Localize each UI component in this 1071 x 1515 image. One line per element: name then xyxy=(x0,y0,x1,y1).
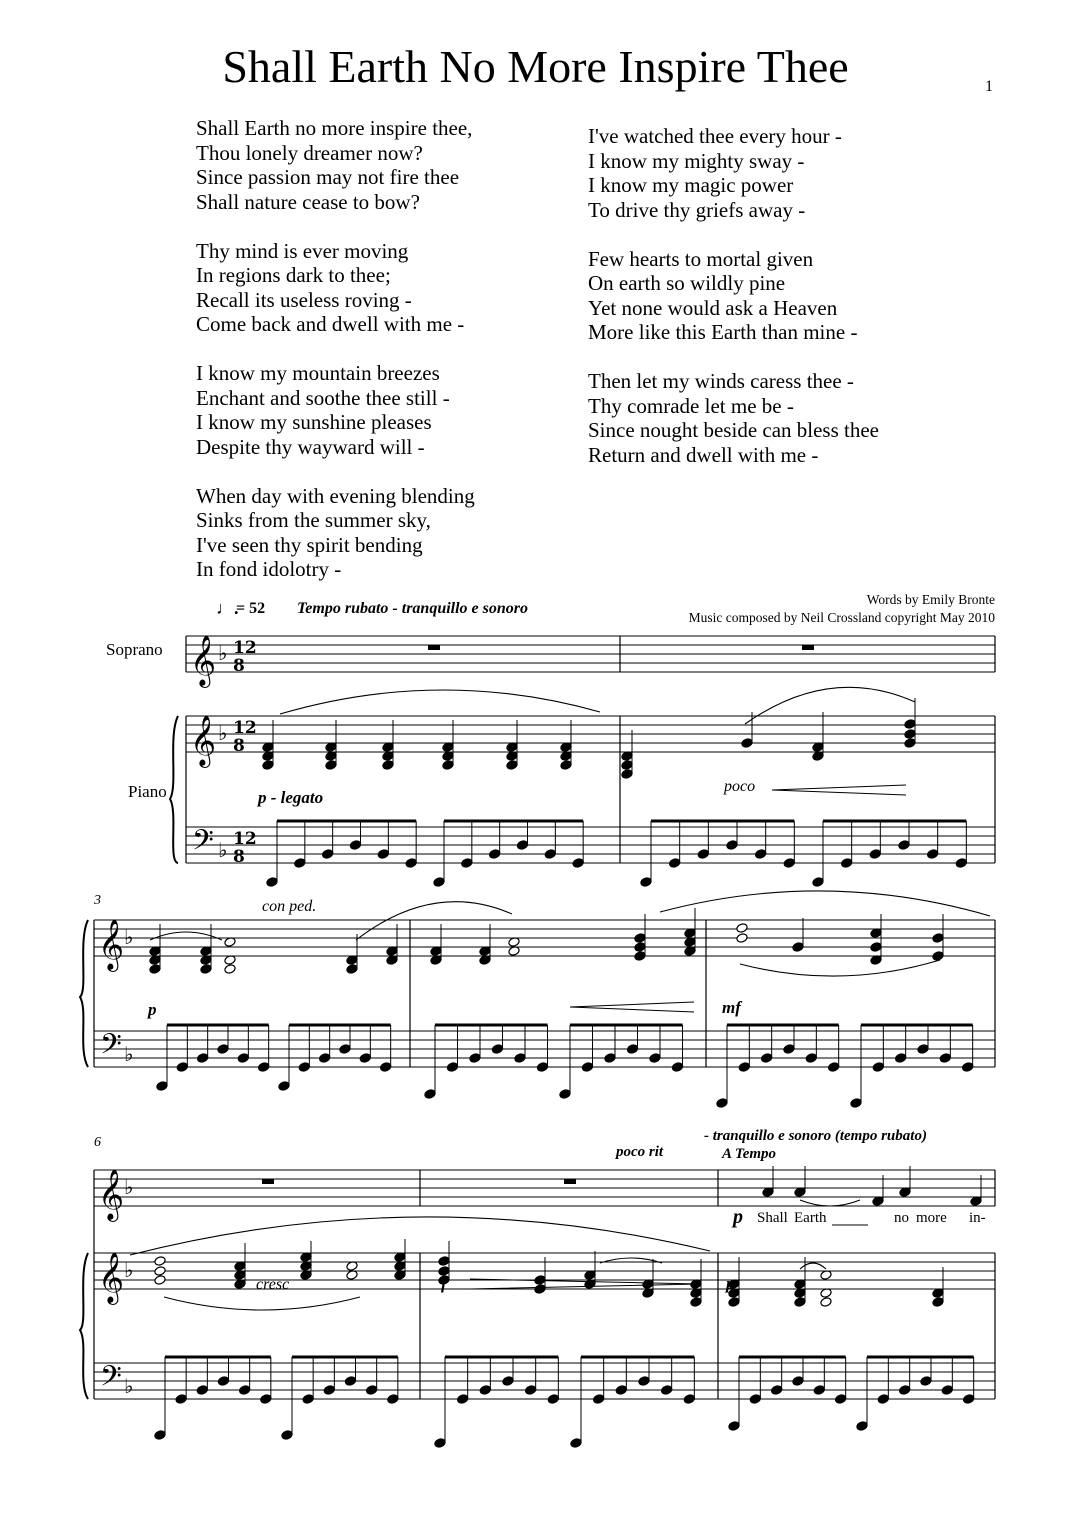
note-head xyxy=(196,1385,208,1396)
note-head xyxy=(869,849,881,860)
note-head xyxy=(325,760,337,771)
voice-dynamic-p: p xyxy=(733,1206,743,1228)
slur xyxy=(740,960,940,976)
note-head xyxy=(834,1394,846,1405)
dotted-quarter-note-icon: ♩. xyxy=(216,598,239,618)
note-head xyxy=(469,1053,481,1064)
note-head xyxy=(621,769,633,780)
flat-icon: ♭ xyxy=(218,641,228,665)
note-head xyxy=(749,1394,761,1405)
note-head xyxy=(516,840,528,851)
half-note-head xyxy=(736,933,748,944)
poem-line: Recall its useless roving - xyxy=(196,287,412,312)
note-head xyxy=(690,1297,702,1308)
slur xyxy=(164,1297,360,1310)
note-head xyxy=(377,849,389,860)
note-head xyxy=(728,1421,740,1432)
note-head xyxy=(634,933,646,944)
poem-line: Thou lonely dreamer now? xyxy=(196,140,423,165)
note-head xyxy=(175,1394,187,1405)
note-head xyxy=(461,858,473,869)
note-head xyxy=(514,1053,526,1064)
note-head xyxy=(346,964,358,975)
note-head xyxy=(738,1062,750,1073)
lyric-syllable: in- xyxy=(969,1210,986,1226)
poem-line: Come back and dwell with me - xyxy=(196,312,465,336)
pedal-marking: con ped. xyxy=(262,898,317,915)
poem-line: Yet none would ask a Heaven xyxy=(588,295,838,320)
piano-brace xyxy=(80,920,88,1067)
poem-line: Few hearts to mortal given xyxy=(588,246,814,271)
note-head xyxy=(792,942,804,953)
slur xyxy=(745,687,915,724)
note-head xyxy=(344,1376,356,1387)
treble-clef-icon: 𝄞 xyxy=(98,1169,125,1220)
half-note-head xyxy=(154,1256,166,1267)
half-note-head xyxy=(736,923,748,934)
poem-line: In fond idolotry - xyxy=(196,557,342,581)
note-head xyxy=(926,849,938,860)
note-head xyxy=(812,877,824,888)
note-head xyxy=(640,877,652,888)
note-head xyxy=(456,1394,468,1405)
poem-line: I know my mountain breezes xyxy=(196,361,440,385)
soprano-label: Soprano xyxy=(106,640,163,659)
note-head xyxy=(856,1421,868,1432)
page-number: 1 xyxy=(985,78,993,95)
expression-poco: poco xyxy=(724,778,756,795)
half-note-head xyxy=(224,964,236,975)
note-head xyxy=(491,1044,503,1055)
note-head xyxy=(506,760,518,771)
poem-line: Despite thy wayward will - xyxy=(196,434,425,459)
tempo-value: = 52 xyxy=(236,600,266,617)
piano-brace xyxy=(80,1253,88,1399)
slur xyxy=(130,1217,710,1255)
note-head xyxy=(547,1394,559,1405)
note-head xyxy=(433,877,445,888)
poem-line: Thy mind is ever moving xyxy=(196,238,409,263)
note-head xyxy=(898,1385,910,1396)
note-head xyxy=(534,1284,546,1295)
note-head xyxy=(904,738,916,749)
note-head xyxy=(805,1053,817,1064)
poem-line: On earth so wildly pine xyxy=(588,271,786,295)
note-head xyxy=(621,760,633,771)
note-head xyxy=(237,1053,249,1064)
note-head xyxy=(257,1062,269,1073)
crescendo-hairpin xyxy=(570,1002,694,1012)
note-head xyxy=(683,1394,695,1405)
treble-clef-icon: 𝄞 xyxy=(190,635,217,686)
note-head xyxy=(955,858,967,869)
poem-line: I've watched thee every hour - xyxy=(588,124,842,148)
note-head xyxy=(266,877,278,888)
slur xyxy=(280,690,600,714)
note-head xyxy=(359,1053,371,1064)
bass-clef-icon: 𝄢 xyxy=(100,1028,122,1068)
lyric-syllable: no xyxy=(894,1210,909,1226)
measure-number-3: 3 xyxy=(94,893,101,908)
note-head xyxy=(941,1385,953,1396)
flat-icon: ♭ xyxy=(124,1175,134,1199)
measure-number-6: 6 xyxy=(94,1135,101,1150)
note-head xyxy=(813,1385,825,1396)
crescendo-hairpin xyxy=(772,785,906,795)
note-head xyxy=(932,1297,944,1308)
poem-line: Return and dwell with me - xyxy=(588,442,819,467)
treble-clef-icon: 𝄞 xyxy=(190,715,217,766)
note-head xyxy=(626,1044,638,1055)
tempo-text: Tempo rubato - tranquillo e sonoro xyxy=(297,600,529,617)
poem-line: I've seen thy spirit bending xyxy=(196,532,423,557)
note-head xyxy=(321,849,333,860)
poem-line: When day with evening blending xyxy=(196,483,475,508)
note-head xyxy=(176,1062,188,1073)
note-head xyxy=(754,849,766,860)
dynamic-p: p xyxy=(148,1000,157,1019)
note-head xyxy=(770,1385,782,1396)
expression-cresc: cresc xyxy=(256,1276,290,1293)
treble-clef-icon: 𝄞 xyxy=(98,1252,125,1303)
note-head xyxy=(536,1062,548,1073)
time-signature-numerator: 12 xyxy=(233,718,257,738)
note-head xyxy=(479,1385,491,1396)
note-head xyxy=(920,1376,932,1387)
half-note-head xyxy=(154,1275,166,1286)
slur xyxy=(800,1263,826,1269)
a-tempo: A Tempo xyxy=(722,1146,777,1162)
music-credit: Music composed by Neil Crossland copyright May 2010 xyxy=(688,610,995,625)
whole-rest-icon xyxy=(564,1179,576,1184)
note-head xyxy=(559,1089,571,1100)
slur xyxy=(800,1200,860,1206)
note-head xyxy=(318,1053,330,1064)
note-head xyxy=(200,964,212,975)
note-head xyxy=(741,738,753,749)
note-head xyxy=(660,1385,672,1396)
poem-line: I know my mighty sway - xyxy=(588,148,805,173)
poem-line: More like this Earth than mine - xyxy=(588,320,858,344)
note-head xyxy=(904,719,916,730)
note-head xyxy=(783,1044,795,1055)
whole-rest-icon xyxy=(802,645,814,650)
slur xyxy=(356,902,512,940)
note-head xyxy=(904,729,916,740)
note-head xyxy=(488,849,500,860)
note-head xyxy=(898,840,910,851)
poem-line: Then let my winds caress thee - xyxy=(588,369,854,393)
note-head xyxy=(615,1385,627,1396)
words-credit: Words by Emily Bronte xyxy=(866,592,995,607)
note-head xyxy=(894,1053,906,1064)
note-head xyxy=(349,840,361,851)
note-head xyxy=(382,760,394,771)
slur xyxy=(660,891,990,916)
note-head xyxy=(850,1098,862,1109)
flat-icon: ♭ xyxy=(124,1258,134,1282)
note-head xyxy=(405,858,417,869)
note-head xyxy=(438,1256,450,1267)
note-head xyxy=(592,1394,604,1405)
note-head xyxy=(668,858,680,869)
note-head xyxy=(726,840,738,851)
note-head xyxy=(365,1385,377,1396)
dynamic-p-piano: p xyxy=(726,1274,735,1293)
note-head xyxy=(581,1062,593,1073)
note-head xyxy=(262,760,274,771)
note-head xyxy=(638,1376,650,1387)
note-head xyxy=(932,951,944,962)
flat-icon: ♭ xyxy=(218,838,228,862)
poem-line: In regions dark to thee; xyxy=(196,263,391,287)
note-head xyxy=(870,942,882,953)
half-note-head xyxy=(154,1266,166,1277)
page-title: Shall Earth No More Inspire Thee xyxy=(222,41,849,92)
poem-line: Since nought beside can bless thee xyxy=(588,418,880,442)
note-head xyxy=(760,1053,772,1064)
treble-clef-icon: 𝄞 xyxy=(98,919,125,970)
note-head xyxy=(560,760,572,771)
note-head xyxy=(154,1430,166,1441)
note-head xyxy=(877,1394,889,1405)
note-head xyxy=(424,1089,436,1100)
note-head xyxy=(379,1062,391,1073)
note-head xyxy=(196,1053,208,1064)
dynamic-f: f xyxy=(441,1274,447,1293)
note-head xyxy=(792,1376,804,1387)
note-head xyxy=(260,1394,272,1405)
poem-line: Enchant and soothe thee still - xyxy=(196,385,450,410)
time-signature-denominator: 8 xyxy=(233,736,245,756)
note-head xyxy=(570,1438,582,1449)
note-head xyxy=(917,1044,929,1055)
note-head xyxy=(294,858,306,869)
time-signature-numerator: 12 xyxy=(233,638,257,658)
note-head xyxy=(572,858,584,869)
flat-icon: ♭ xyxy=(124,925,134,949)
flat-icon: ♭ xyxy=(124,1374,134,1398)
poem-line: I know my magic power xyxy=(588,173,794,197)
lyric-syllable: more xyxy=(916,1210,947,1226)
note-head xyxy=(962,1394,974,1405)
flat-icon: ♭ xyxy=(124,1042,134,1066)
note-head xyxy=(156,1081,168,1092)
time-signature-denominator: 8 xyxy=(233,656,245,676)
poem-line: To drive thy griefs away - xyxy=(588,197,806,222)
piano-brace xyxy=(170,716,178,863)
note-head xyxy=(217,1376,229,1387)
note-head xyxy=(387,1394,399,1405)
note-head xyxy=(840,858,852,869)
dynamic-mf: mf xyxy=(722,998,741,1017)
dynamic-p-legato: p - legato xyxy=(258,788,324,807)
bass-clef-icon: 𝄢 xyxy=(100,1360,122,1400)
note-head xyxy=(671,1062,683,1073)
poco-rit: poco rit xyxy=(616,1144,664,1160)
note-head xyxy=(238,1385,250,1396)
half-note-head xyxy=(820,1297,832,1308)
note-head xyxy=(728,1297,740,1308)
tempo-return-text: - tranquillo e sonoro (tempo rubato) xyxy=(704,1128,927,1144)
note-head xyxy=(634,951,646,962)
note-head xyxy=(544,849,556,860)
note-head xyxy=(827,1062,839,1073)
time-signature-numerator: 12 xyxy=(233,829,257,849)
note-head xyxy=(649,1053,661,1064)
lyric-syllable: Earth xyxy=(794,1210,827,1226)
whole-rest-icon xyxy=(428,645,440,650)
note-head xyxy=(502,1376,514,1387)
note-head xyxy=(961,1062,973,1073)
note-head xyxy=(524,1385,536,1396)
note-head xyxy=(634,942,646,953)
note-head xyxy=(716,1098,728,1109)
time-signature-denominator: 8 xyxy=(233,847,245,867)
note-head xyxy=(281,1430,293,1441)
lyric-syllable: Shall xyxy=(757,1210,788,1226)
note-head xyxy=(697,849,709,860)
poem-line: Shall Earth no more inspire thee, xyxy=(196,116,473,140)
whole-rest-icon xyxy=(262,1179,274,1184)
note-head xyxy=(604,1053,616,1064)
note-head xyxy=(149,964,161,975)
note-head xyxy=(442,760,454,771)
note-head xyxy=(298,1062,310,1073)
note-head xyxy=(446,1062,458,1073)
flat-icon: ♭ xyxy=(218,721,228,745)
note-head xyxy=(217,1044,229,1055)
bass-clef-icon: 𝄢 xyxy=(192,824,214,864)
note-head xyxy=(434,1438,446,1449)
note-head xyxy=(278,1081,290,1092)
note-head xyxy=(339,1044,351,1055)
piano-label: Piano xyxy=(128,782,167,801)
note-head xyxy=(872,1062,884,1073)
poem-line: Sinks from the summer sky, xyxy=(196,508,431,532)
poem-line: I know my sunshine pleases xyxy=(196,410,432,434)
note-head xyxy=(939,1053,951,1064)
note-head xyxy=(323,1385,335,1396)
note-head xyxy=(302,1394,314,1405)
note-head xyxy=(932,933,944,944)
poem-line: Shall nature cease to bow? xyxy=(196,189,420,214)
note-head xyxy=(783,858,795,869)
poem-line: Since passion may not fire thee xyxy=(196,165,460,189)
note-head xyxy=(794,1297,806,1308)
poem-line: Thy comrade let me be - xyxy=(588,393,794,418)
